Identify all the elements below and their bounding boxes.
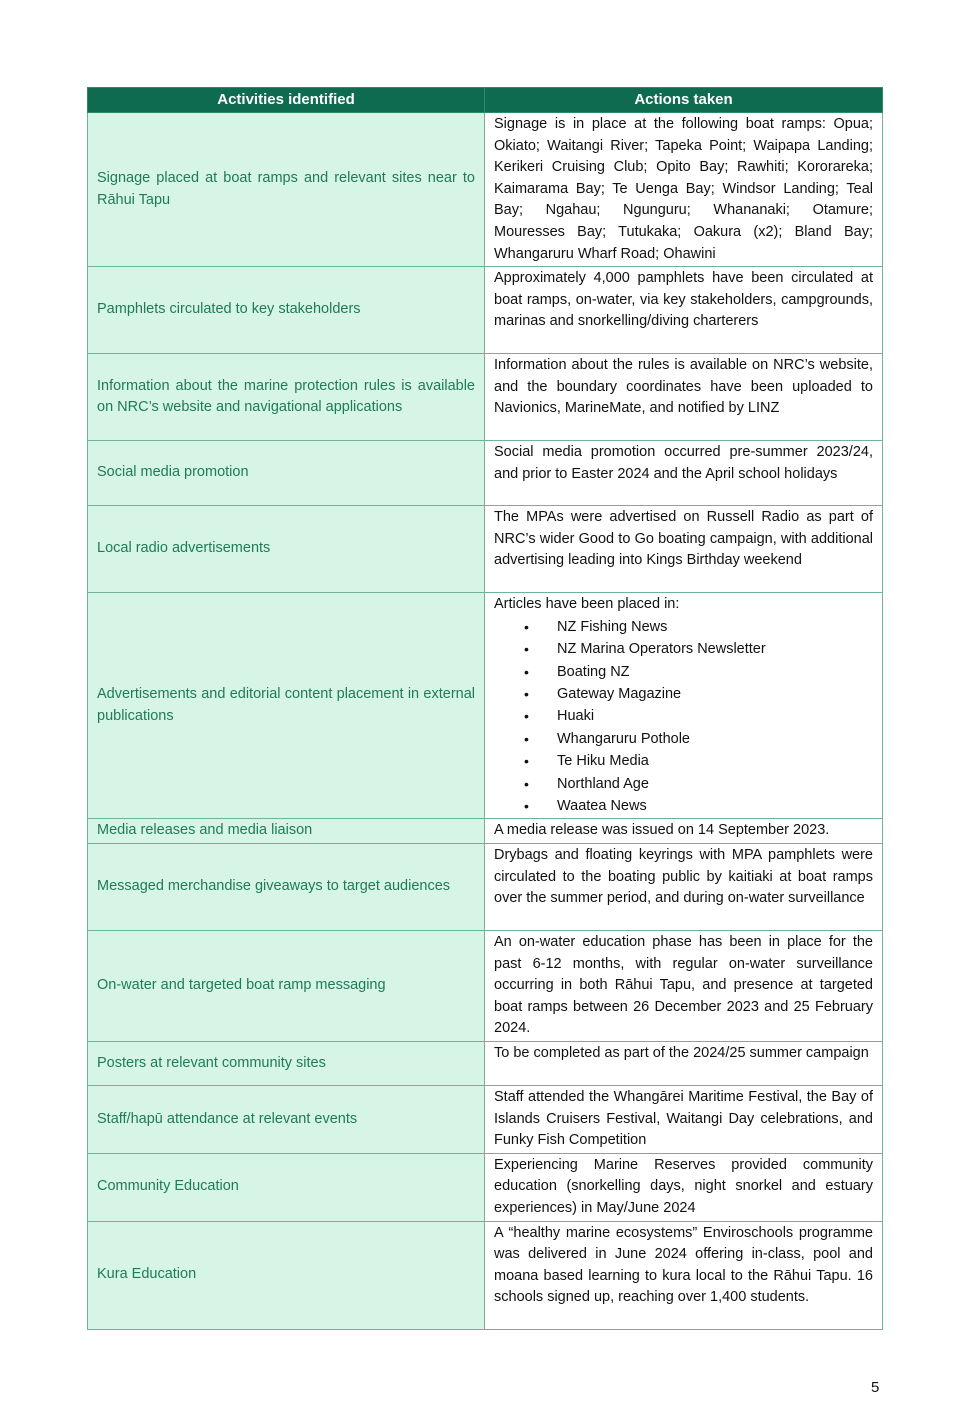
publication-name: Huaki <box>557 708 595 725</box>
list-item <box>494 773 873 795</box>
activity-cell: Posters at relevant community sites <box>88 1041 485 1085</box>
activity-cell: On-water and targeted boat ramp messaging <box>88 931 485 1042</box>
list-item <box>494 750 873 772</box>
activity-cell: Messaged merchandise giveaways to target audiences <box>88 844 485 931</box>
bullet: • <box>524 775 529 792</box>
publications-list <box>494 616 873 818</box>
action-cell: An on-water education phase has been in place for the past 6-12 months, with regular on-water surveillance occurring in both Rāhui Tapu, and presence at targeted boat ramps between 26 December 2023 and 25 February 2024. <box>485 931 883 1042</box>
header-actions: Actions taken <box>485 88 883 113</box>
activity-cell: Staff/hapū attendance at relevant events <box>88 1085 485 1153</box>
activity-cell: Media releases and media liaison <box>88 819 485 844</box>
table-row <box>88 819 883 844</box>
table-row <box>88 1221 883 1329</box>
table-header-row <box>88 88 883 113</box>
activity-cell: Pamphlets circulated to key stakeholders <box>88 267 485 354</box>
action-cell <box>485 593 883 819</box>
table-row <box>88 1153 883 1221</box>
publication-name: Gateway Magazine <box>557 685 682 702</box>
action-cell: Information about the rules is available on NRC’s website, and the boundary coordinates have been uploaded to Navionics, MarineMate, and notified by LINZ <box>485 354 883 441</box>
publication-name: Whangaruru Pothole <box>557 730 690 747</box>
list-item <box>494 705 873 727</box>
table-row <box>88 593 883 819</box>
bullet: • <box>524 641 529 658</box>
list-item <box>494 638 873 660</box>
list-item <box>494 661 873 683</box>
bullet: • <box>524 663 529 680</box>
list-item <box>494 616 873 638</box>
table-row <box>88 506 883 593</box>
table-row <box>88 113 883 267</box>
page-number: 5 <box>871 1379 880 1396</box>
action-cell: Signage is in place at the following boat ramps: Opua; Okiato; Waitangi River; Tapeka Point; Waipapa Landing; Kerikeri Cruising Club; Opito Bay; Rawhiti; Kororareka; Kaimarama Bay; Te Uenga Bay; Windsor Landing; Teal Bay; Ngahau; Ngunguru; Whananaki; Otamure; Mouresses Bay; Tutukaka; Oakura (x2); Bland Bay; Whangaruru Wharf Road; Ohawini <box>485 113 883 267</box>
action-cell: Approximately 4,000 pamphlets have been circulated at boat ramps, on-water, via key stakeholders, campgrounds, marinas and snorkelling/diving charterers <box>485 267 883 354</box>
table-row <box>88 267 883 354</box>
activity-cell: Social media promotion <box>88 441 485 506</box>
bullet: • <box>524 730 529 747</box>
action-cell: A “healthy marine ecosystems” Enviroschools programme was delivered in June 2024 offering in-class, pool and moana based learning to kura local to the Rāhui Tapu. 16 schools signed up, reaching over 1,400 students. <box>485 1221 883 1329</box>
table-row <box>88 1085 883 1153</box>
table-row <box>88 844 883 931</box>
bullet: • <box>524 798 529 814</box>
publication-name: Te Hiku Media <box>557 753 649 770</box>
action-cell: Staff attended the Whangārei Maritime Festival, the Bay of Islands Cruisers Festival, Waitangi Day celebrations, and Funky Fish Competition <box>485 1085 883 1153</box>
action-cell: Social media promotion occurred pre-summer 2023/24, and prior to Easter 2024 and the April school holidays <box>485 441 883 506</box>
activity-cell: Local radio advertisements <box>88 506 485 593</box>
action-cell: A media release was issued on 14 September 2023. <box>485 819 883 844</box>
activity-cell: Advertisements and editorial content placement in external publications <box>88 593 485 819</box>
table-row <box>88 354 883 441</box>
activity-cell: Kura Education <box>88 1221 485 1329</box>
table-row <box>88 1041 883 1085</box>
publications-intro: Articles have been placed in: <box>494 596 680 613</box>
bullet: • <box>524 753 529 770</box>
list-item <box>494 683 873 705</box>
activity-cell: Signage placed at boat ramps and relevant sites near to Rāhui Tapu <box>88 113 485 267</box>
bullet: • <box>524 618 529 635</box>
publication-name: Waatea News <box>557 798 647 814</box>
activities-table <box>87 87 883 1330</box>
header-activities: Activities identified <box>88 88 485 113</box>
list-item <box>494 795 873 817</box>
table-row <box>88 441 883 506</box>
action-cell: Experiencing Marine Reserves provided community education (snorkelling days, night snorkel and estuary experiences) in May/June 2024 <box>485 1153 883 1221</box>
table-row <box>88 931 883 1042</box>
publication-name: NZ Fishing News <box>557 618 668 635</box>
bullet: • <box>524 708 529 725</box>
publication-name: Boating NZ <box>557 663 630 680</box>
action-cell: The MPAs were advertised on Russell Radio as part of NRC’s wider Good to Go boating campaign, with additional advertising leading into Kings Birthday weekend <box>485 506 883 593</box>
list-item <box>494 728 873 750</box>
publication-name: Northland Age <box>557 775 649 792</box>
activity-cell: Community Education <box>88 1153 485 1221</box>
publication-name: NZ Marina Operators Newsletter <box>557 641 766 658</box>
action-cell: To be completed as part of the 2024/25 summer campaign <box>485 1041 883 1085</box>
activity-cell: Information about the marine protection rules is available on NRC’s website and navigational applications <box>88 354 485 441</box>
bullet: • <box>524 685 529 702</box>
action-cell: Drybags and floating keyrings with MPA pamphlets were circulated to the boating public by kaitiaki at boat ramps over the summer period, and during on-water surveillance <box>485 844 883 931</box>
